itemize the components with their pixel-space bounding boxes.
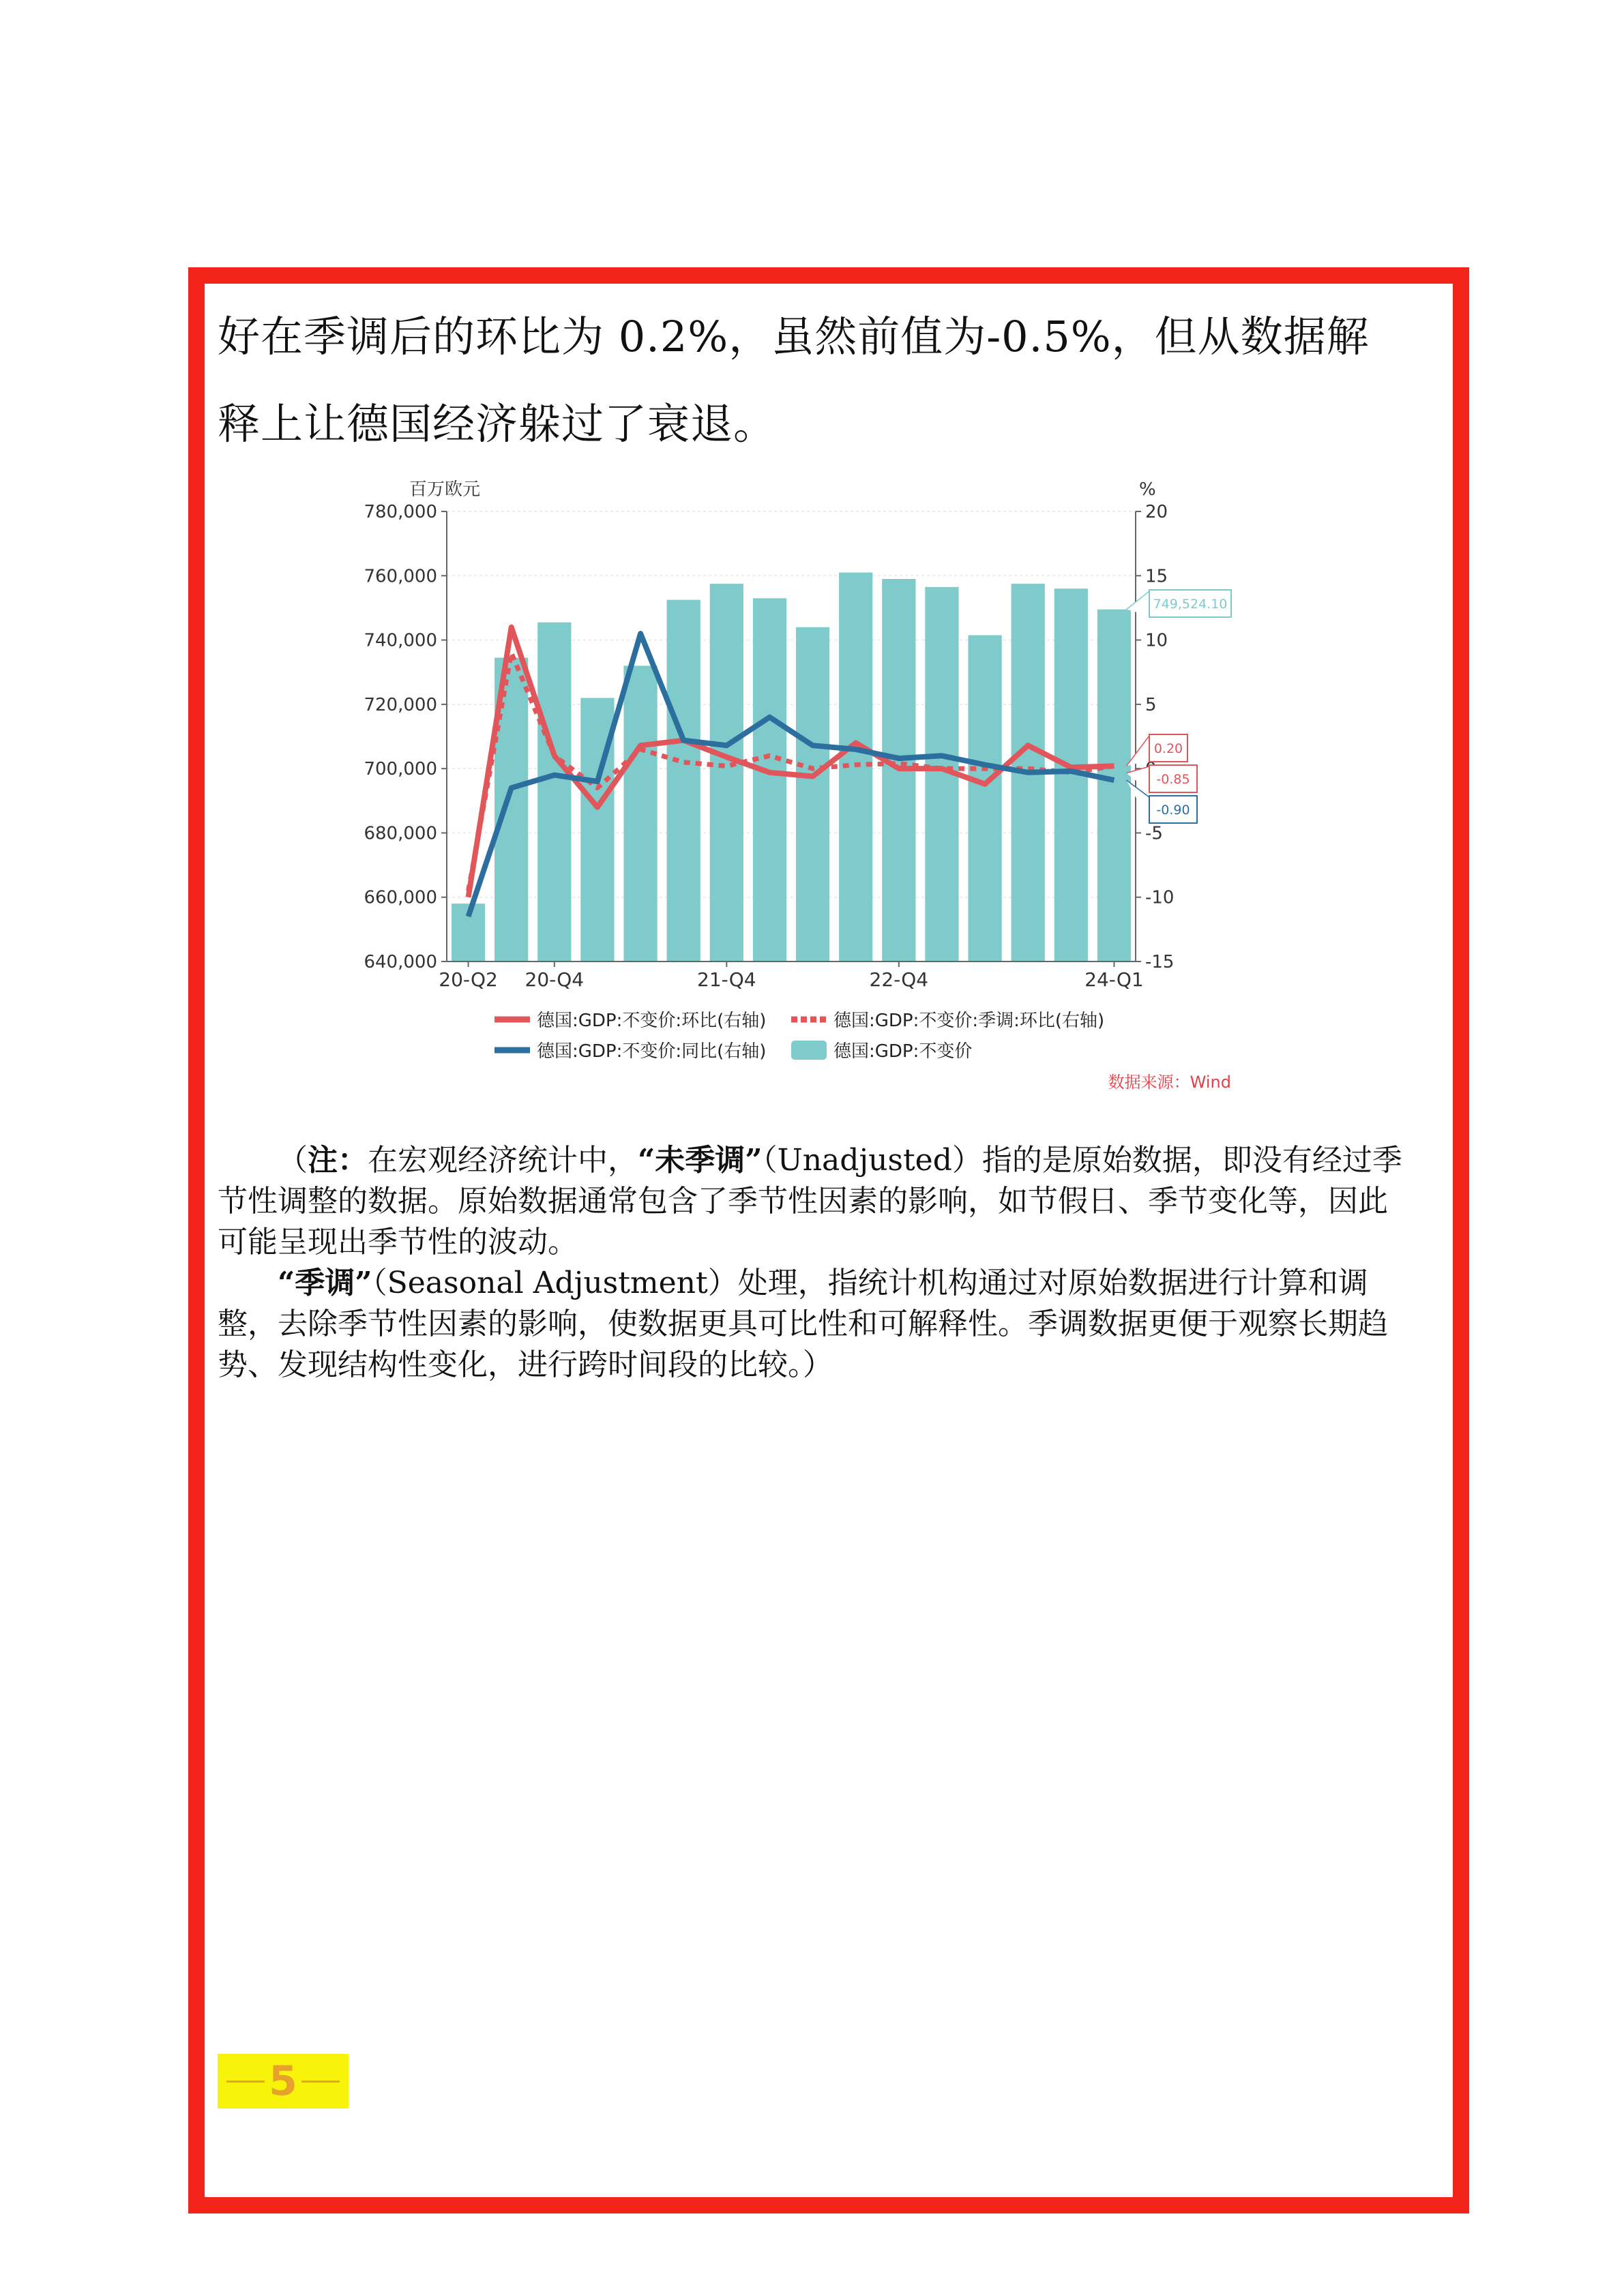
right-tick-label: -5	[1145, 823, 1163, 844]
left-tick-label: 720,000	[364, 694, 437, 715]
page-number-badge	[218, 2054, 349, 2108]
gdp-bar	[623, 666, 657, 961]
legend-label: 德国:GDP:不变价:季调:环比(右轴)	[833, 1011, 1105, 1031]
right-tick-label: 15	[1145, 566, 1168, 587]
left-tick-label: 660,000	[364, 887, 437, 908]
right-tick-label: 10	[1145, 630, 1168, 651]
note-open-paren: （	[278, 1143, 308, 1178]
gdp-bar	[667, 600, 700, 961]
right-tick-label: -15	[1145, 952, 1175, 972]
page-number: 5	[269, 2057, 297, 2105]
note-label: 注	[308, 1143, 338, 1178]
gdp-chart	[341, 464, 1282, 1098]
right-tick-label: 20	[1145, 502, 1168, 522]
right-tick-label: 5	[1145, 694, 1157, 715]
left-tick-label: 680,000	[364, 823, 437, 844]
gdp-bar	[710, 584, 743, 961]
legend-swatch	[791, 1041, 827, 1060]
x-tick-label: 22-Q4	[869, 968, 929, 991]
note-colon: ：	[338, 1143, 368, 1178]
x-tick-label: 20-Q4	[525, 968, 585, 991]
chart-source: 数据来源：Wind	[1108, 1073, 1231, 1092]
legend-label: 德国:GDP:不变价	[833, 1041, 973, 1062]
gdp-bar	[537, 623, 571, 961]
legend-label: 德国:GDP:不变价:同比(右轴)	[537, 1041, 767, 1062]
x-tick-label: 24-Q1	[1084, 968, 1144, 991]
right-axis-unit: %	[1139, 479, 1156, 500]
end-label-text: -0.90	[1156, 803, 1190, 818]
gdp-bar	[1097, 610, 1131, 961]
left-tick-label: 700,000	[364, 759, 437, 780]
left-tick-label: 760,000	[364, 566, 437, 587]
note-paragraph-2	[218, 1263, 1411, 1386]
x-tick-label: 21-Q4	[697, 968, 756, 991]
gdp-chart-svg	[341, 464, 1282, 1098]
x-tick-label: 20-Q2	[439, 968, 498, 991]
lead-paragraph: 好在季调后的环比为 0.2%，虽然前值为-0.5%，但从数据解释上让德国经济躲过了衰退。	[218, 312, 1370, 449]
note-intro: 在宏观经济统计中，	[368, 1143, 638, 1178]
gdp-bar	[968, 636, 1001, 962]
note-term-seasonal: “季调”	[278, 1266, 372, 1300]
note-paragraph-1	[218, 1140, 1411, 1263]
page-number-dash-left	[226, 2081, 265, 2083]
left-tick-label: 740,000	[364, 630, 437, 651]
right-tick-label: -10	[1145, 887, 1175, 908]
page-number-dash-right	[301, 2081, 340, 2083]
note-seasonal-text: （Seasonal Adjustment）处理，指统计机构通过对原始数据进行计算和调整，去除季节性因素的影响，使数据更具可比性和可解释性。季调数据更便于观察长期趋势、发现结构性变化，进行跨时间段的比较。）	[218, 1266, 1388, 1382]
left-axis-unit: 百万欧元	[409, 479, 481, 500]
legend-label: 德国:GDP:不变价:环比(右轴)	[537, 1011, 767, 1031]
note-unadjusted-text: （Unadjusted）指的是原始数据，即没有经过季节性调整的数据。原始数据通常包含了季节性因素的影响，如节假日、季节变化等，因此可能呈现出季节性的波动。	[218, 1143, 1402, 1259]
gdp-bar	[796, 627, 829, 961]
left-tick-label: 640,000	[364, 952, 437, 972]
note-term-unadjusted: “未季调”	[638, 1143, 763, 1178]
gdp-bar	[753, 598, 786, 961]
end-label-text: 0.20	[1153, 741, 1183, 756]
end-label-text: -0.85	[1156, 772, 1190, 787]
end-label-text: 749,524.10	[1153, 597, 1228, 612]
left-tick-label: 780,000	[364, 502, 437, 522]
